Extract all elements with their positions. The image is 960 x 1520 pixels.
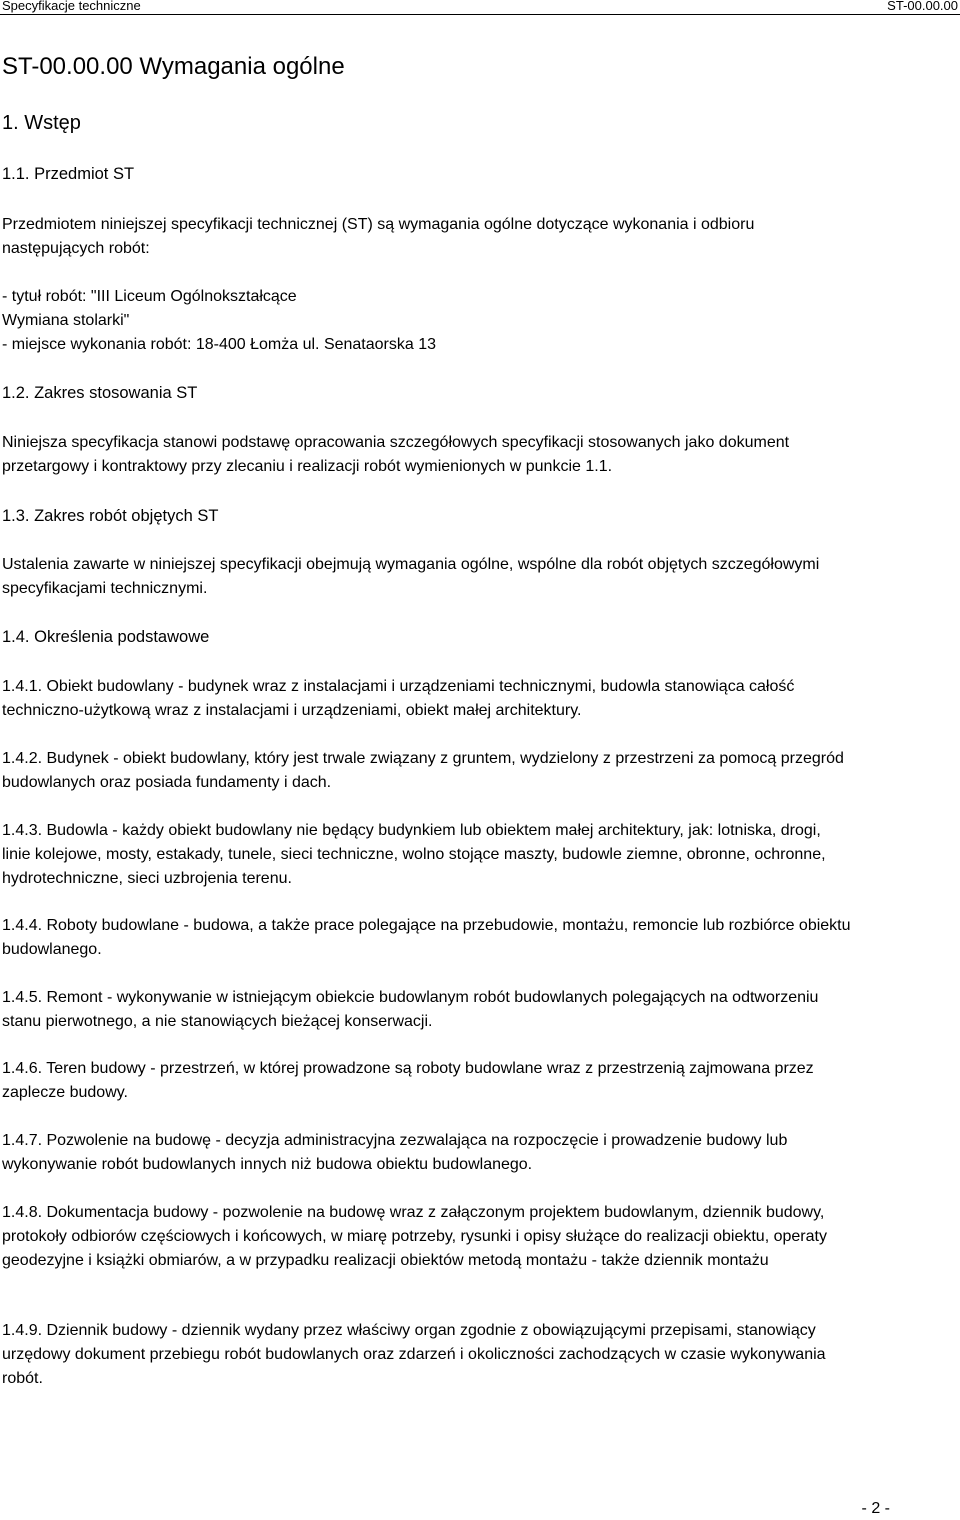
paragraph-1-3: Ustalenia zawarte w niniejszej specyfikacji obejmują wymagania ogólne, wspólne dla robót objętych szczegółowymi specyfikacjami technicznymi. bbox=[2, 556, 820, 597]
section-heading-1-2: 1.2. Zakres stosowania ST bbox=[2, 384, 198, 402]
section-heading-1-1: 1.1. Przedmiot ST bbox=[2, 165, 135, 183]
definition-1-4-2: 1.4.2. Budynek - obiekt budowlany, który jest trwale związany z gruntem, wydzielony z przestrzeni za pomocą przegród budowlanych oraz posiada fundamenty i dach. bbox=[2, 750, 844, 791]
works-title-line-2: Wymiana stolarki" bbox=[2, 312, 130, 329]
section-heading-1: 1. Wstęp bbox=[2, 112, 81, 134]
section-heading-1-4: 1.4. Określenia podstawowe bbox=[2, 628, 210, 646]
definition-1-4-8: 1.4.8. Dokumentacja budowy - pozwolenie na budowę wraz z załączonym projektem budowlanym, dziennik budowy, protokoły odbiorów częściowych i końcowych, w miarę potrzeby, rysunki i opisy służące do realizacji obiektu, operaty geodezyjne i książki obmiarów, a w przypadku realizacji obiektów metodą montażu - także dziennik montażu bbox=[2, 1204, 827, 1269]
definition-1-4-9: 1.4.9. Dziennik budowy - dziennik wydany przez właściwy organ zgodnie z obowiązującymi przepisami, stanowiący urzędowy dokument przebiegu robót budowlanych oraz zdarzeń i okoliczności zachodzących w czasie wykonywania robót. bbox=[2, 1322, 826, 1387]
definition-1-4-4: 1.4.4. Roboty budowlane - budowa, a także prace polegające na przebudowie, montażu, remoncie lub rozbiórce obiektu budowlanego. bbox=[2, 917, 851, 958]
header-document-code: ST-00.00.00 bbox=[887, 0, 958, 13]
works-location-line: - miejsce wykonania robót: 18-400 Łomża ul. Senataorska 13 bbox=[2, 336, 437, 353]
header-document-type: Specyfikacje techniczne bbox=[2, 0, 141, 13]
page-number: - 2 - bbox=[861, 1500, 890, 1517]
paragraph-1-2: Niniejsza specyfikacja stanowi podstawę opracowania szczegółowych specyfikacji stosowanych jako dokument przetargowy i kontraktowy przy zlecaniu i realizacji robót wymienionych w punkcie 1.1. bbox=[2, 434, 790, 475]
definition-1-4-7: 1.4.7. Pozwolenie na budowę - decyzja administracyjna zezwalająca na rozpoczęcie i prowadzenie budowy lub wykonywanie robót budowlanych innych niż budowa obiektu budowlanego. bbox=[2, 1132, 788, 1173]
definition-1-4-5: 1.4.5. Remont - wykonywanie w istniejącym obiekcie budowlanym robót budowlanych polegających na odtworzeniu stanu pierwotnego, a nie stanowiących bieżącej konserwacji. bbox=[2, 989, 819, 1030]
section-heading-1-3: 1.3. Zakres robót objętych ST bbox=[2, 507, 219, 525]
header-divider bbox=[0, 14, 960, 15]
paragraph-1-1: Przedmiotem niniejszej specyfikacji technicznej (ST) są wymagania ogólne dotyczące wykonania i odbioru następujących robót: bbox=[2, 216, 755, 257]
page-header bbox=[0, 0, 960, 14]
definition-1-4-1: 1.4.1. Obiekt budowlany - budynek wraz z instalacjami i urządzeniami technicznymi, budowla stanowiąca całość techniczno-użytkową wraz z instalacjami i urządzeniami, obiekt małej architektury. bbox=[2, 678, 795, 719]
works-title-line: - tytuł robót: "III Liceum Ogólnokształcące bbox=[2, 288, 297, 305]
document-title: ST-00.00.00 Wymagania ogólne bbox=[2, 53, 345, 80]
definition-1-4-6: 1.4.6. Teren budowy - przestrzeń, w której prowadzone są roboty budowlane wraz z przestrzenią zajmowana przez zaplecze budowy. bbox=[2, 1060, 814, 1101]
definition-1-4-3: 1.4.3. Budowla - każdy obiekt budowlany nie będący budynkiem lub obiektem małej architektury, jak: lotniska, drogi, linie kolejowe, mosty, estakady, tunele, sieci techniczne, wolno stojące maszty, budowle ziemne, obronne, ochronne, hydrotechniczne, sieci uzbrojenia terenu. bbox=[2, 822, 826, 887]
